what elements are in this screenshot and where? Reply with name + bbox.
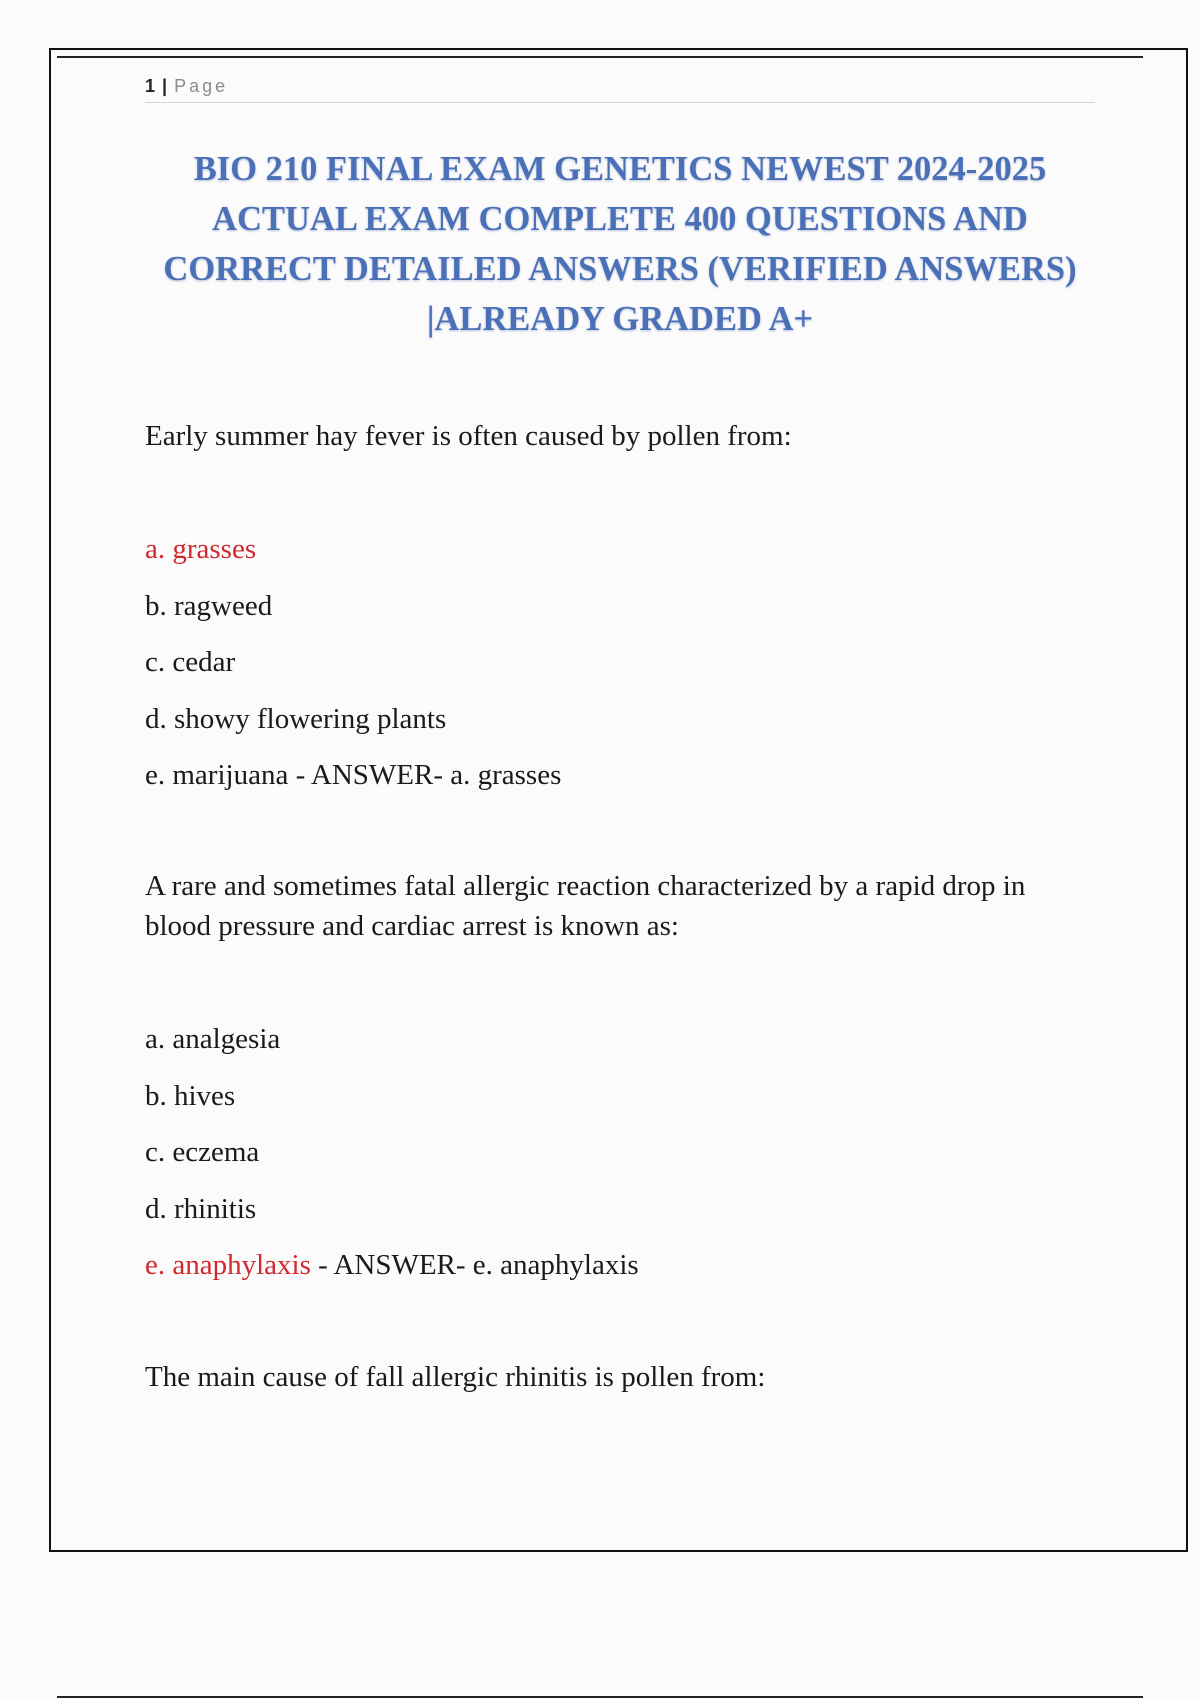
page-separator: |: [162, 76, 168, 96]
page-header: [145, 74, 1095, 103]
options-list: [145, 529, 1085, 812]
option-e: [145, 755, 1085, 812]
option-c: [145, 642, 1085, 699]
question-block-2: [145, 866, 1085, 1302]
option-a: [145, 529, 1085, 586]
option-text: d. rhinitis: [145, 1192, 257, 1225]
option-text: b. ragweed: [145, 589, 273, 622]
question-block-1: [145, 416, 1085, 812]
correct-option-text: e. anaphylaxis: [145, 1249, 311, 1281]
page-number: 1: [145, 76, 156, 96]
answer-text: - ANSWER- e. anaphylaxis: [310, 1249, 639, 1281]
correct-option-text: a. grasses: [145, 533, 257, 565]
option-d: [145, 699, 1085, 756]
option-b: [145, 1076, 1085, 1133]
page-label: Page: [174, 76, 229, 96]
question-text: Early summer hay fever is often caused by pollen from:: [145, 420, 792, 452]
question-block-3: [145, 1357, 1085, 1397]
option-text: a. analgesia: [145, 1023, 281, 1055]
top-rule: [57, 56, 1143, 58]
document-title: BIO 210 FINAL EXAM GENETICS NEWEST 2024-2025 ACTUAL EXAM COMPLETE 400 QUESTIONS AND CORRECT DETAILED ANSWERS (VERIFIED ANSWERS) |ALREADY GRADED A+: [163, 150, 1077, 338]
option-a: [145, 1019, 1085, 1076]
option-text: d. showy flowering plants: [145, 702, 447, 735]
option-c: [145, 1132, 1085, 1189]
option-text: e. marijuana: [145, 759, 289, 791]
option-d: [145, 1189, 1085, 1246]
option-text: c. eczema: [145, 1136, 260, 1168]
option-text: b. hives: [145, 1079, 236, 1112]
options-list: [145, 1019, 1085, 1302]
option-e: [145, 1245, 1085, 1302]
bottom-rule: [57, 1696, 1143, 1698]
question-text: The main cause of fall allergic rhinitis is pollen from:: [145, 1361, 766, 1393]
option-text: c. cedar: [145, 646, 236, 678]
answer-text: - ANSWER- a. grasses: [288, 759, 562, 791]
question-text: A rare and sometimes fatal allergic reaction characterized by a rapid drop in blood pressure and cardiac arrest is known as:: [145, 870, 1026, 942]
option-b: [145, 586, 1085, 643]
